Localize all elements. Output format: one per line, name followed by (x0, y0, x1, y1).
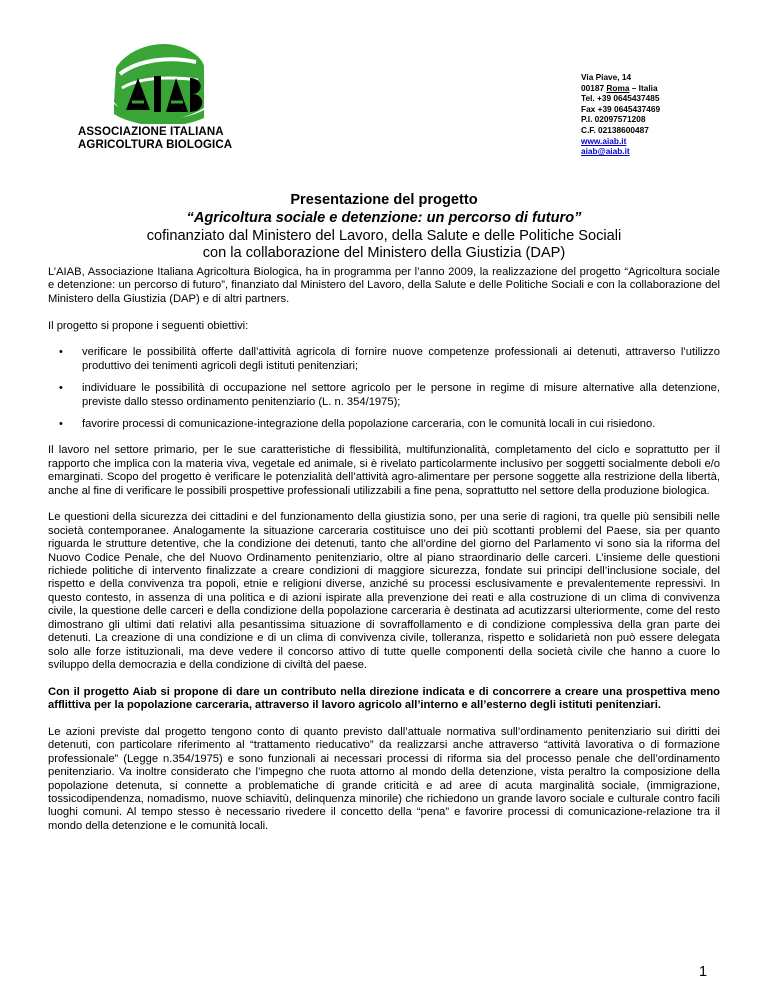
title-line-1: Presentazione del progetto (290, 192, 478, 208)
title-line-2: “Agricoltura sociale e detenzione: un percorso di futuro” (186, 209, 582, 226)
website-link[interactable]: www.aiab.it (581, 135, 627, 146)
contact-block (581, 72, 660, 157)
paragraph-5: Le azioni previste dal progetto tengono conto di quanto previsto dall’attuale normativa sull’ordinamento penitenziario sui diritti dei detenuti, con particolare riferimento al “trattamento rieducativo” da realizzarsi anche attraverso “attività lavorativa o di formazione professionale” (Legge n.354/1975) e sono funzionali ai necessari processi di riforma sia del processo penale che dell’ordinamento penitenziario. Va inoltre considerato che l’impegno che ruota attorno al mondo della detenzione, vista peraltro la composizione della popolazione detenuta, si connette a problematiche di grande criticità e ad aree di acuta marginalità sociale, (immigrazione, tossicodipendenza, nomadismo, nuove schiavitù, delinquenza minorile) che richiedono un grande lavoro sociale e culturale contro facili luoghi comuni. Al tempo stesso è necessario rivedere il concetto della “pena” e favorire processi di comunicazione-relazione tra il mondo della detenzione e le comunità locali. (48, 725, 720, 832)
contact-tel: Tel. +39 0645437485 (581, 93, 660, 104)
page-number: 1 (699, 964, 708, 980)
objective-text: verificare le possibilità offerte dall’attività agricola di fornire nuove competenze professionali ai detenuti, attraverso l’utilizzo produttivo dei tenimenti agricoli degli istituti penitenziari; (82, 346, 720, 372)
objective-text: favorire processi di comunicazione-integrazione della popolazione carceraria, con le comunità locali in cui risiedono. (82, 418, 656, 431)
contact-city-prefix: 00187 (581, 82, 607, 93)
document-body (48, 266, 720, 847)
objectives-lead: Il progetto si propone i seguenti obiettivi: (48, 319, 249, 332)
title-line-3: cofinanziato dal Ministero del Lavoro, della Salute e delle Politiche Sociali (146, 227, 622, 244)
contact-street: Via Piave, 14 (581, 72, 632, 82)
contact-city-line (581, 83, 660, 94)
email-link[interactable]: aiab@aiab.it (581, 146, 630, 157)
bullet-icon: • (59, 418, 63, 431)
paragraph-2: Il lavoro nel settore primario, per le sue caratteristiche di flessibilità, multifunzionalità, completamento del ciclo e soprattutto per il rapporto che implica con la materia viva, vegetale ed animale, si è rivelato particolarmente inclusivo per soggetti socialmente deboli e/o emarginati. Scopo del progetto è verificare le potenzialità dell’attività agro-alimentare per persone soggette alla restrizione della libertà, anche al fine di verificare le possibili prospettive professionali utilizzabili a fine pena, soprattutto nel settore della produzione biologica. (48, 444, 720, 497)
objective-text: individuare le possibilità di occupazione nel settore agricolo per le persone in regime di misure alternative alla detenzione, previste dallo stesso ordinamento penitenziario (L. n. 354/1975); (82, 382, 720, 408)
objectives-list (48, 346, 720, 431)
contact-cf: C.F. 02138600487 (581, 124, 649, 135)
contact-city-suffix: – Italia (629, 82, 658, 93)
objective-item (48, 346, 720, 373)
paragraph-4-bold: Con il progetto Aiab si propone di dare un contributo nella direzione indicata e di concorrere a creare una prospettiva meno afflittiva per la popolazione carceraria, attraverso il lavoro agricolo all’interno e all’esterno degli istituti penitenziari. (48, 685, 720, 712)
objective-item (48, 382, 720, 409)
contact-city: Roma (606, 82, 630, 93)
intro-paragraph: L’AIAB, Associazione Italiana Agricoltura Biologica, ha in programma per l’anno 2009, la realizzazione del progetto “Agricoltura sociale e detenzione: un percorso di futuro”, finanziato dal Ministero del Lavoro, della Salute e delle Politiche Sociali e con la collaborazione del Ministero della Giustizia (DAP) e di altri partners. (48, 266, 720, 305)
bullet-icon: • (59, 382, 63, 395)
paragraph-3: Le questioni della sicurezza dei cittadini e del funzionamento della giustizia sono, per una serie di ragioni, tra quelle più sensibili nelle società contemporanee. Analogamente la situazione carceraria costituisce uno dei più scottanti problemi del Paese, sia per quanto riguarda le strutture detentive, che la condizione dei detenuti, tanto che all’ordine del giorno del Parlamento vi sono sia la riforma del Nuovo Codice Penale, che del Nuovo Ordinamento penitenziario, oltre al piano straordinario delle carceri. L’insieme delle questioni richiede politiche di intervento finalizzate a creare condizioni di maggiore sicurezza, fondate sui principi dell’inclusione sociale, del rispetto e della convivenza tra popoli, etnie e religioni diverse, anziché su processi esclusivamente e prevalentemente repressivi. In questo contesto, in assenza di una politica e di azioni ispirate alla prevenzione dei reati e alla costruzione di un clima di convivenza civile, la questione delle carceri e della condizione della popolazione carceraria è destinata ad acutizzarsi ulteriormente, come del resto dimostrano gli ultimi dati relativi alla pesantissima situazione di sovraffollamento e di condizione complessiva della gran parte dei detenuti. La creazione di una condizione e di un clima di convivenza civile, tolleranza, rispetto e solidarietà non può essere delegata solo alle forze istituzionali, ma deve vedere il concorso attivo di tutte quelle componenti della società civile che hanno a cuore lo sviluppo della democrazia e della condizione di civiltà del paese. (48, 511, 720, 671)
bullet-icon: • (59, 346, 63, 359)
logo-line-1: ASSOCIAZIONE ITALIANA (78, 126, 224, 138)
aiab-emblem-icon (108, 38, 208, 124)
title-line-4: con la collaborazione del Ministero della Giustizia (DAP) (202, 245, 566, 262)
aiab-logo (78, 38, 238, 158)
logo-line-2: AGRICOLTURA BIOLOGICA (78, 139, 233, 151)
objective-item (48, 418, 720, 431)
document-title (0, 192, 768, 263)
contact-fax: Fax +39 0645437469 (581, 103, 661, 114)
contact-piva: P.I. 02097571208 (581, 114, 646, 125)
